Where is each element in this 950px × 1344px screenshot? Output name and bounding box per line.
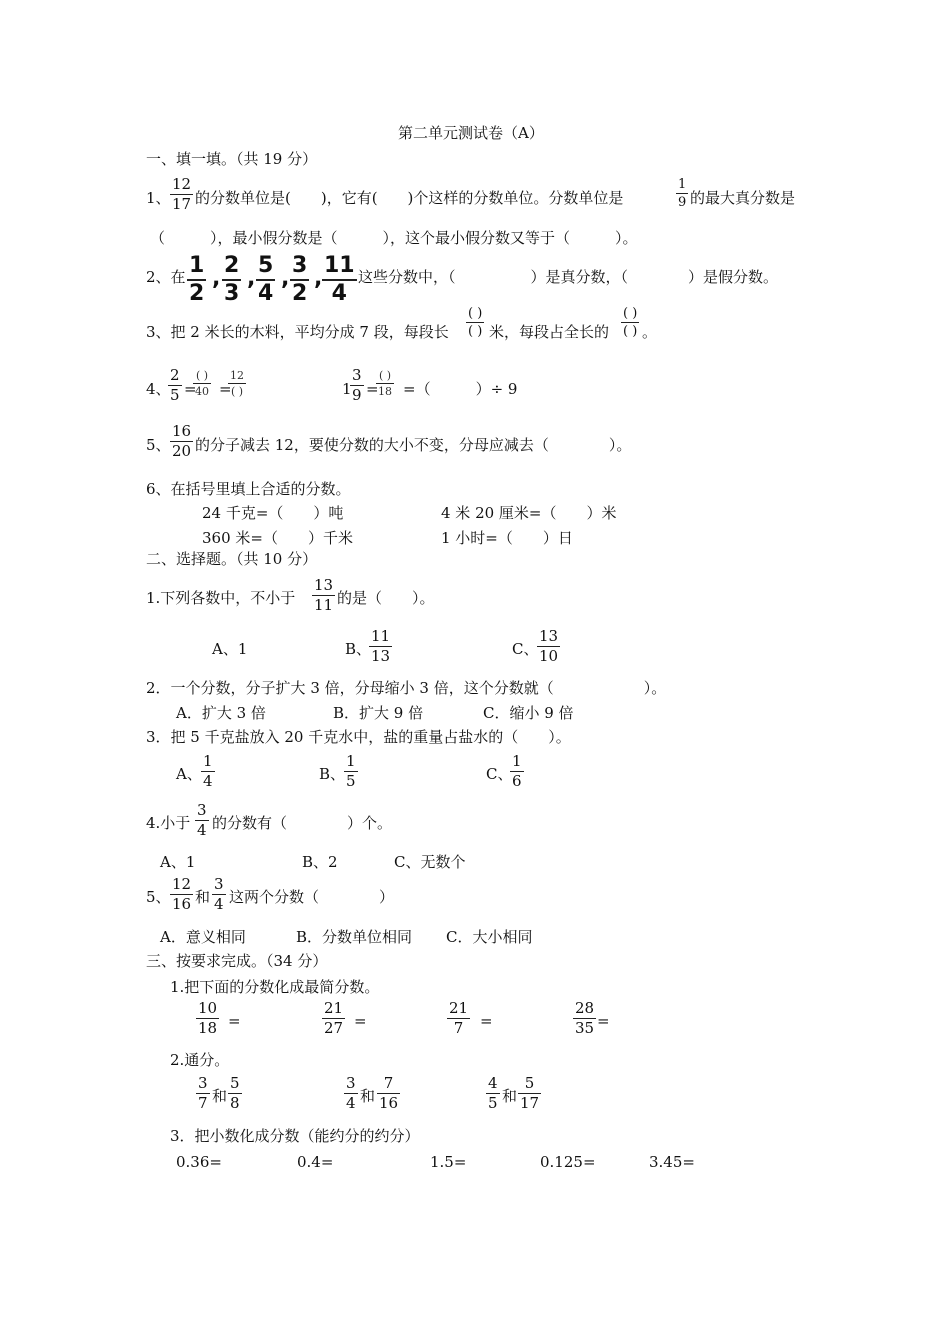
q1-prefix: 1、 xyxy=(146,189,171,207)
decimal-item: 3.45= xyxy=(649,1153,695,1171)
comma: , xyxy=(212,266,221,291)
denominator: 16 xyxy=(379,1094,399,1112)
s2-q5-text: 这两个分数（ ） xyxy=(229,888,395,906)
simplify-fraction xyxy=(447,1001,470,1036)
denominator: 2 xyxy=(292,281,308,306)
option-a: A、1 xyxy=(212,640,248,658)
numerator: 13 xyxy=(539,627,559,645)
decimal-item: 0.4= xyxy=(297,1153,334,1171)
denominator: 6 xyxy=(512,772,522,790)
q2-prefix: 2、在 xyxy=(146,268,186,286)
denominator: 17 xyxy=(172,195,192,213)
denominator: 4 xyxy=(331,281,347,306)
and-label: 和 xyxy=(212,1087,228,1105)
s2-q5-fraction-3-4 xyxy=(212,877,226,912)
denominator: 4 xyxy=(203,772,213,790)
option-b: B．分数单位相同 xyxy=(296,928,413,946)
option-c-fraction xyxy=(510,754,524,789)
common-denominator-fraction xyxy=(344,1076,358,1111)
denominator: ( ) xyxy=(623,324,638,339)
and-label: 和 xyxy=(360,1087,376,1105)
denominator: 4 xyxy=(258,281,274,306)
q6-item: 360 米=（ ）千米 xyxy=(202,529,353,547)
section-1-heading: 一、填一填。（共 19 分） xyxy=(146,150,318,168)
denominator: 4 xyxy=(214,895,224,913)
option-a: A．扩大 3 倍 xyxy=(176,704,266,722)
numerator: 11 xyxy=(371,627,391,645)
equals: = xyxy=(480,1012,493,1030)
equals: = xyxy=(597,1012,610,1030)
simplify-fraction xyxy=(196,1001,219,1036)
option-b: B、 xyxy=(319,765,346,783)
q6-item: 1 小时=（ ）日 xyxy=(441,529,573,547)
s2-q4-text-tail: 的分数有（ ）个。 xyxy=(212,814,393,832)
s3-q2-text: 2.通分。 xyxy=(170,1051,230,1069)
denominator: ( ) xyxy=(468,324,483,339)
q6-item: 4 米 20 厘米=（ ）米 xyxy=(441,504,617,522)
option-b-fraction xyxy=(369,629,392,664)
denominator: 7 xyxy=(198,1094,208,1112)
numerator: 21 xyxy=(449,999,469,1017)
numerator: 4 xyxy=(488,1074,498,1092)
q2-fraction xyxy=(222,255,241,305)
option-a-fraction xyxy=(201,754,215,789)
numerator: 13 xyxy=(314,576,334,594)
denominator: 9 xyxy=(352,386,362,404)
numerator: 3 xyxy=(197,801,207,819)
numerator: 2 xyxy=(224,253,240,278)
s3-q1-text: 1.把下面的分数化成最简分数。 xyxy=(170,978,380,996)
q1-fraction-12-17 xyxy=(170,177,193,212)
numerator: 7 xyxy=(383,1074,394,1092)
numerator: 1 xyxy=(189,253,205,278)
s2-q5-prefix: 5、 xyxy=(146,888,171,906)
numerator: ( ) xyxy=(623,306,638,321)
denominator: 18 xyxy=(198,1019,218,1037)
and-label: 和 xyxy=(502,1087,518,1105)
denominator: 10 xyxy=(539,647,559,665)
simplify-fraction xyxy=(573,1001,596,1036)
denominator: 4 xyxy=(346,1094,356,1112)
equals: = xyxy=(366,380,379,398)
numerator: 3 xyxy=(198,1074,208,1092)
s2-q1-text: 1.下列各数中，不小于 xyxy=(146,589,296,607)
s2-q2-text: 2．一个分数，分子扩大 3 倍，分母缩小 3 倍，这个分数就（ ）。 xyxy=(146,679,667,697)
q5-prefix: 5、 xyxy=(146,436,171,454)
denominator: ( ) xyxy=(230,385,244,398)
q1-line2: （ ），最小假分数是（ ），这个最小假分数又等于（ ）。 xyxy=(150,229,638,247)
denominator: 5 xyxy=(488,1094,498,1112)
option-c-fraction xyxy=(537,629,560,664)
denominator: 4 xyxy=(197,821,207,839)
q1-text: 的分数单位是( )，它有( )个这样的分数单位。分数单位是 xyxy=(195,189,624,207)
option-c: C、 xyxy=(512,640,539,658)
comma: , xyxy=(281,266,290,291)
q4-fraction-blank-40 xyxy=(193,370,211,397)
equals: = xyxy=(228,1012,241,1030)
q2-fraction xyxy=(290,255,309,305)
numerator: 5 xyxy=(524,1074,535,1092)
q4-whole: 1 xyxy=(342,380,352,398)
section-3-heading: 三、按要求完成。（34 分） xyxy=(146,952,328,970)
option-b: B、2 xyxy=(302,853,338,871)
denominator: 3 xyxy=(224,281,240,306)
simplify-fraction xyxy=(322,1001,345,1036)
denominator: 7 xyxy=(453,1019,464,1037)
q1-fraction-1-9 xyxy=(676,178,688,209)
q2-fraction xyxy=(322,255,357,305)
decimal-item: 1.5= xyxy=(430,1153,467,1171)
common-denominator-fraction xyxy=(196,1076,210,1111)
numerator: 12 xyxy=(172,875,192,893)
numerator: 10 xyxy=(198,999,218,1017)
equals: = xyxy=(219,380,232,398)
q3-blank-fraction xyxy=(621,307,639,338)
q4-tail: =（ ）÷ 9 xyxy=(403,380,518,398)
denominator: 11 xyxy=(314,596,334,614)
s2-q4-fraction-3-4 xyxy=(195,803,209,838)
common-denominator-fraction xyxy=(377,1076,400,1111)
numerator: ( ) xyxy=(468,306,483,321)
q5-text: 的分子减去 12，要使分数的大小不变，分母应减去（ ）。 xyxy=(195,436,632,454)
q3-blank-fraction xyxy=(466,307,484,338)
denominator: 35 xyxy=(575,1019,595,1037)
denominator: 40 xyxy=(195,385,209,398)
equals: = xyxy=(354,1012,367,1030)
q4-fraction-2-5 xyxy=(168,368,182,403)
numerator: 1 xyxy=(203,752,213,770)
denominator: 5 xyxy=(170,386,180,404)
numerator: 11 xyxy=(324,253,355,278)
q3-text-end: 。 xyxy=(642,323,658,341)
q6-text: 6、在括号里填上合适的分数。 xyxy=(146,480,351,498)
s2-q1-fraction-13-11 xyxy=(312,578,335,613)
s2-q1-text-tail: 的是（ ）。 xyxy=(337,589,435,607)
numerator: 3 xyxy=(352,366,362,384)
q2-fraction xyxy=(256,255,275,305)
option-b: B、 xyxy=(345,640,372,658)
equals: = xyxy=(184,380,197,398)
numerator: 1 xyxy=(678,177,687,192)
denominator: 17 xyxy=(520,1094,540,1112)
common-denominator-fraction xyxy=(228,1076,242,1111)
numerator: 1 xyxy=(346,752,356,770)
q4-fraction-12-blank xyxy=(228,370,246,397)
q6-item: 24 千克=（ ）吨 xyxy=(202,504,344,522)
denominator: 5 xyxy=(346,772,356,790)
numerator: ( ) xyxy=(378,369,392,382)
option-a: A、1 xyxy=(160,853,196,871)
q2-fraction xyxy=(187,255,206,305)
q4-fraction-blank-18 xyxy=(376,370,394,397)
q3-text: 3、把 2 米长的木料，平均分成 7 段，每段长 xyxy=(146,323,449,341)
numerator: 3 xyxy=(214,875,224,893)
denominator: 16 xyxy=(172,895,192,913)
s2-q4-text: 4.小于 xyxy=(146,814,191,832)
numerator: 21 xyxy=(324,999,344,1017)
option-b: B．扩大 9 倍 xyxy=(333,704,424,722)
numerator: 3 xyxy=(346,1074,356,1092)
numerator: 1 xyxy=(512,752,522,770)
option-c: C．缩小 9 倍 xyxy=(483,704,574,722)
denominator: 27 xyxy=(324,1019,344,1037)
option-a: A．意义相同 xyxy=(160,928,246,946)
denominator: 18 xyxy=(378,385,392,398)
q5-fraction-16-20 xyxy=(170,424,193,459)
s3-q3-text: 3．把小数化成分数（能约分的约分） xyxy=(170,1127,420,1145)
q3-text-mid: 米，每段占全长的 xyxy=(489,323,610,341)
numerator: 28 xyxy=(575,999,595,1017)
option-c: C、 xyxy=(486,765,513,783)
numerator: 12 xyxy=(230,369,244,382)
numerator: 12 xyxy=(172,175,192,193)
q2-text: 这些分数中，（ ）是真分数，（ ）是假分数。 xyxy=(358,268,779,286)
decimal-item: 0.36= xyxy=(176,1153,222,1171)
numerator: 3 xyxy=(292,253,308,278)
denominator: 9 xyxy=(678,195,687,210)
numerator: 5 xyxy=(230,1074,240,1092)
numerator: 5 xyxy=(258,253,274,278)
page-title: 第二单元测试卷（A） xyxy=(398,124,544,142)
q4-prefix: 4、 xyxy=(146,380,171,398)
denominator: 8 xyxy=(230,1094,240,1112)
common-denominator-fraction xyxy=(486,1076,500,1111)
comma: , xyxy=(247,266,256,291)
q4-fraction-3-9 xyxy=(350,368,364,403)
numerator: 16 xyxy=(172,422,192,440)
option-c: C．大小相同 xyxy=(446,928,533,946)
section-2-heading: 二、选择题。（共 10 分） xyxy=(146,550,318,568)
common-denominator-fraction xyxy=(518,1076,541,1111)
comma: , xyxy=(314,266,323,291)
s2-q5-and: 和 xyxy=(195,888,211,906)
q1-text-tail: 的最大真分数是 xyxy=(690,189,796,207)
option-a: A、 xyxy=(176,765,202,783)
decimal-item: 0.125= xyxy=(540,1153,596,1171)
denominator: 20 xyxy=(172,442,192,460)
denominator: 13 xyxy=(371,647,391,665)
numerator: ( ) xyxy=(195,369,209,382)
s2-q5-fraction-12-16 xyxy=(170,877,193,912)
denominator: 2 xyxy=(189,281,205,306)
option-b-fraction xyxy=(344,754,358,789)
numerator: 2 xyxy=(170,366,180,384)
s2-q3-text: 3．把 5 千克盐放入 20 千克水中，盐的重量占盐水的（ ）。 xyxy=(146,728,571,746)
option-c: C、无数个 xyxy=(394,853,466,871)
